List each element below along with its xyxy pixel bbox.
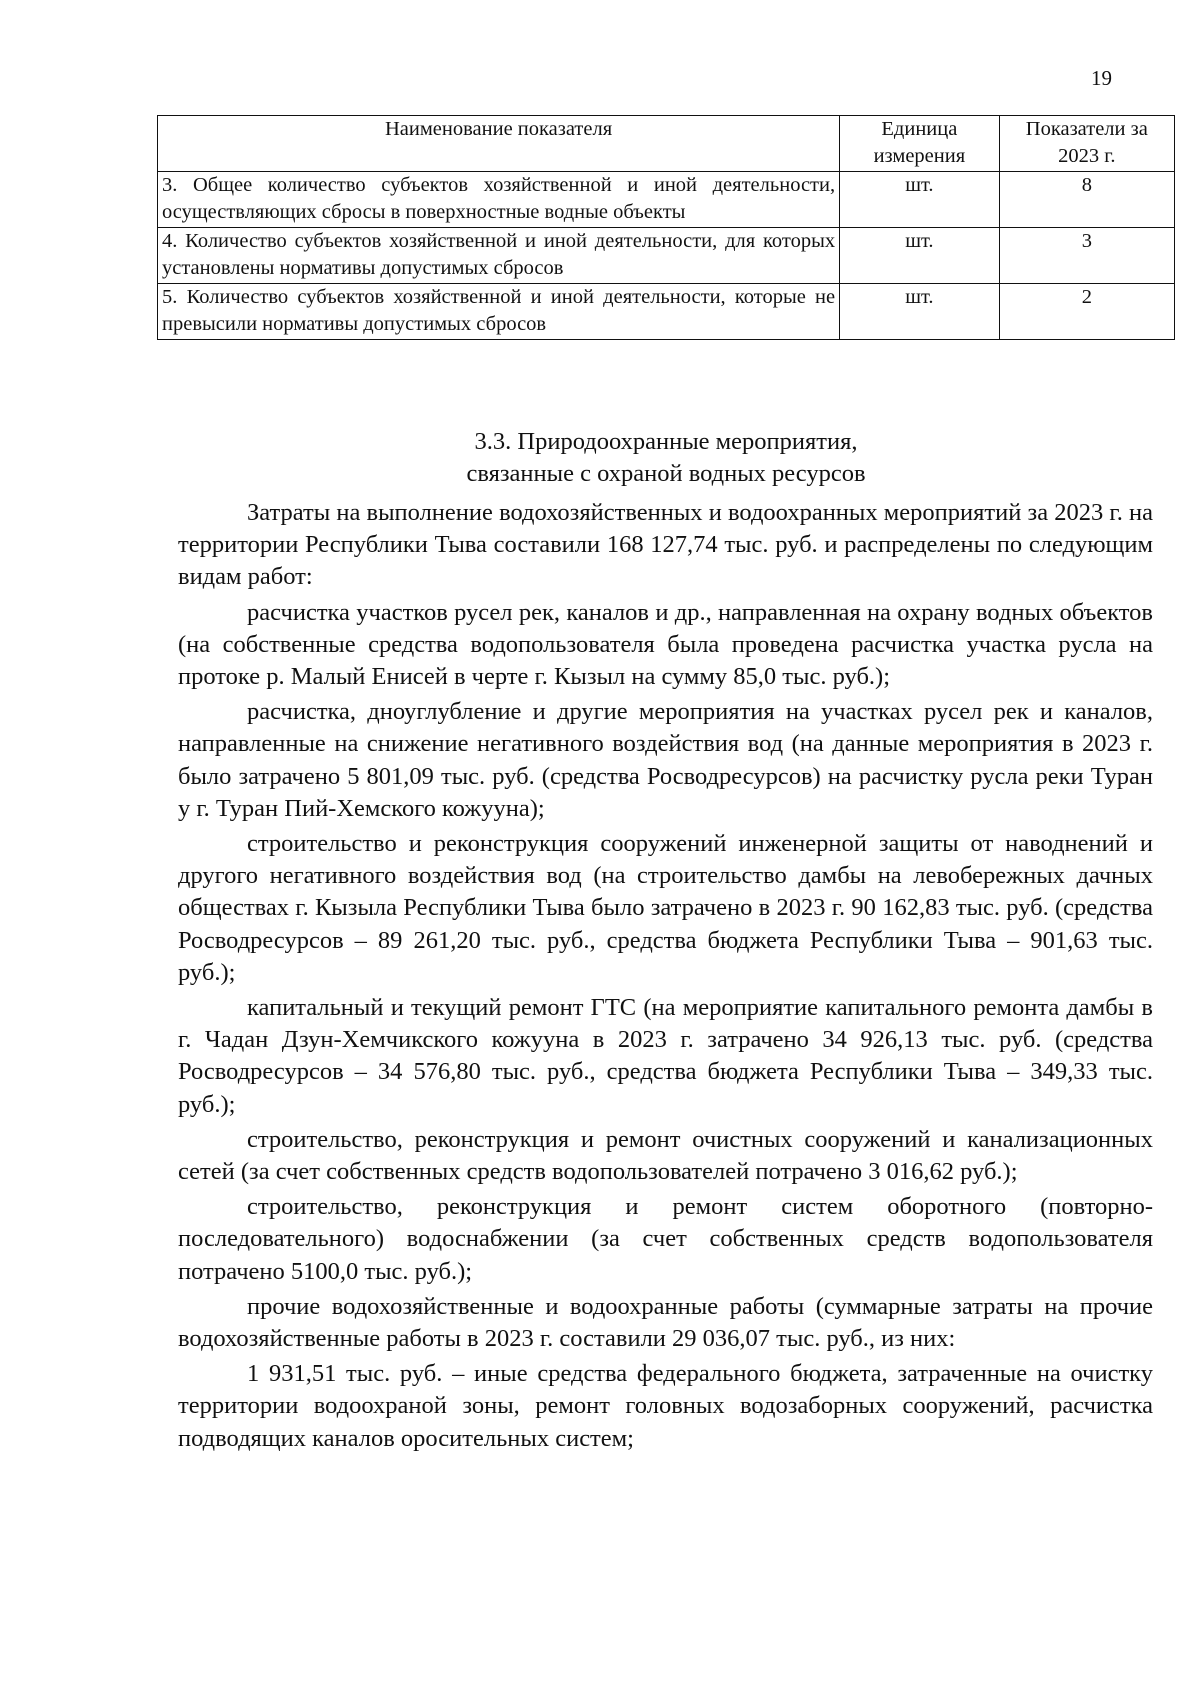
row-value: 3: [999, 228, 1174, 284]
paragraph-flood-protection: строительство и реконструкция сооружений инженерной защиты от наводнений и другого негативного воздействия вод (на строительство дамбы на левобережных дачных обществах г. Кызыла Республики Тыва было затрачено в 2023 г. 90 162,83 тыс. руб. (средства Росводресурсов – 89 261,20 тыс. руб., средства бюджета Республики Тыва – 901,63 тыс. руб.);: [178, 830, 1153, 986]
row-value: 8: [999, 172, 1174, 228]
paragraph-other-works: прочие водохозяйственные и водоохранные работы (суммарные затраты на прочие водохозяйственные работы в 2023 г. составили 29 036,07 тыс. руб., из них:: [178, 1292, 1153, 1353]
paragraph-riverbed-cleaning: расчистка участков русел рек, каналов и др., направленная на охрану водных объектов (на собственные средства водопользователя была проведена расчистка участка русла на протоке р. Малый Енисей в черте г. Кызыл на сумму 85,0 тыс. руб.);: [178, 598, 1153, 691]
paragraph-federal-funds: 1 931,51 тыс. руб. – иные средства федерального бюджета, затраченные на очистку территории водоохраной зоны, ремонт головных водозаборных сооружений, расчистка подводящих каналов оросительных систем;: [178, 1360, 1153, 1452]
row-unit: шт.: [840, 172, 1000, 228]
table-row: [158, 228, 1175, 284]
paragraph-hydraulic-repair: капитальный и текущий ремонт ГТС (на мероприятие капитального ремонта дамбы в г. Чадан Дзун-Хемчикского кожууна в 2023 г. затрачено 34 926,13 тыс. руб. (средства Росводресурсов – 34 576,80 тыс. руб., средства бюджета Республики Тыва – 349,33 тыс. руб.);: [178, 994, 1153, 1118]
paragraph-water-recycling: строительство, реконструкция и ремонт систем оборотного (повторно-последовательного) водоснабжении (за счет собственных средств водопользователя потрачено 5100,0 тыс. руб.);: [178, 1193, 1153, 1285]
table-row: [158, 284, 1175, 340]
table-row: [158, 172, 1175, 228]
row-indicator-name: 3. Общее количество субъектов хозяйственной и иной деятельности, осуществляющих сбросы в поверхностные водные объекты: [158, 172, 840, 228]
header-indicator-name: Наименование показателя: [158, 116, 840, 172]
page-number: 19: [1091, 66, 1112, 90]
row-unit: шт.: [840, 228, 1000, 284]
header-unit: Единица измерения: [840, 116, 1000, 172]
section-heading-line-1: 3.3. Природоохранные мероприятия,: [474, 428, 858, 455]
row-indicator-name: 5. Количество субъектов хозяйственной и иной деятельности, которые не превысили нормативы допустимых сбросов: [158, 284, 840, 340]
row-unit: шт.: [840, 284, 1000, 340]
section-heading: [157, 426, 1175, 490]
paragraph-treatment-facilities: строительство, реконструкция и ремонт очистных сооружений и канализационных сетей (за счет собственных средств водопользователей потрачено 3 016,62 руб.);: [178, 1125, 1153, 1186]
row-value: 2: [999, 284, 1174, 340]
paragraph-intro: Затраты на выполнение водохозяйственных и водоохранных мероприятий за 2023 г. на территории Республики Тыва составили 168 127,74 тыс. руб. и распределены по следующим видам работ:: [178, 499, 1153, 591]
section-heading-line-2: связанные с охраной водных ресурсов: [466, 460, 866, 487]
table-header-row: [158, 116, 1175, 172]
indicators-table: [157, 115, 1175, 340]
header-value-2023: Показатели за 2023 г.: [999, 116, 1174, 172]
paragraph-dredging: расчистка, дноуглубление и другие мероприятия на участках русел рек и каналов, направленные на снижение негативного воздействия вод (на данные мероприятия в 2023 г. было затрачено 5 801,09 тыс. руб. (средства Росводресурсов) на расчистку русла реки Туран у г. Туран Пий-Хемского кожууна);: [178, 698, 1153, 822]
row-indicator-name: 4. Количество субъектов хозяйственной и иной деятельности, для которых установлены нормативы допустимых сбросов: [158, 228, 840, 284]
body-text: [178, 497, 1153, 1458]
